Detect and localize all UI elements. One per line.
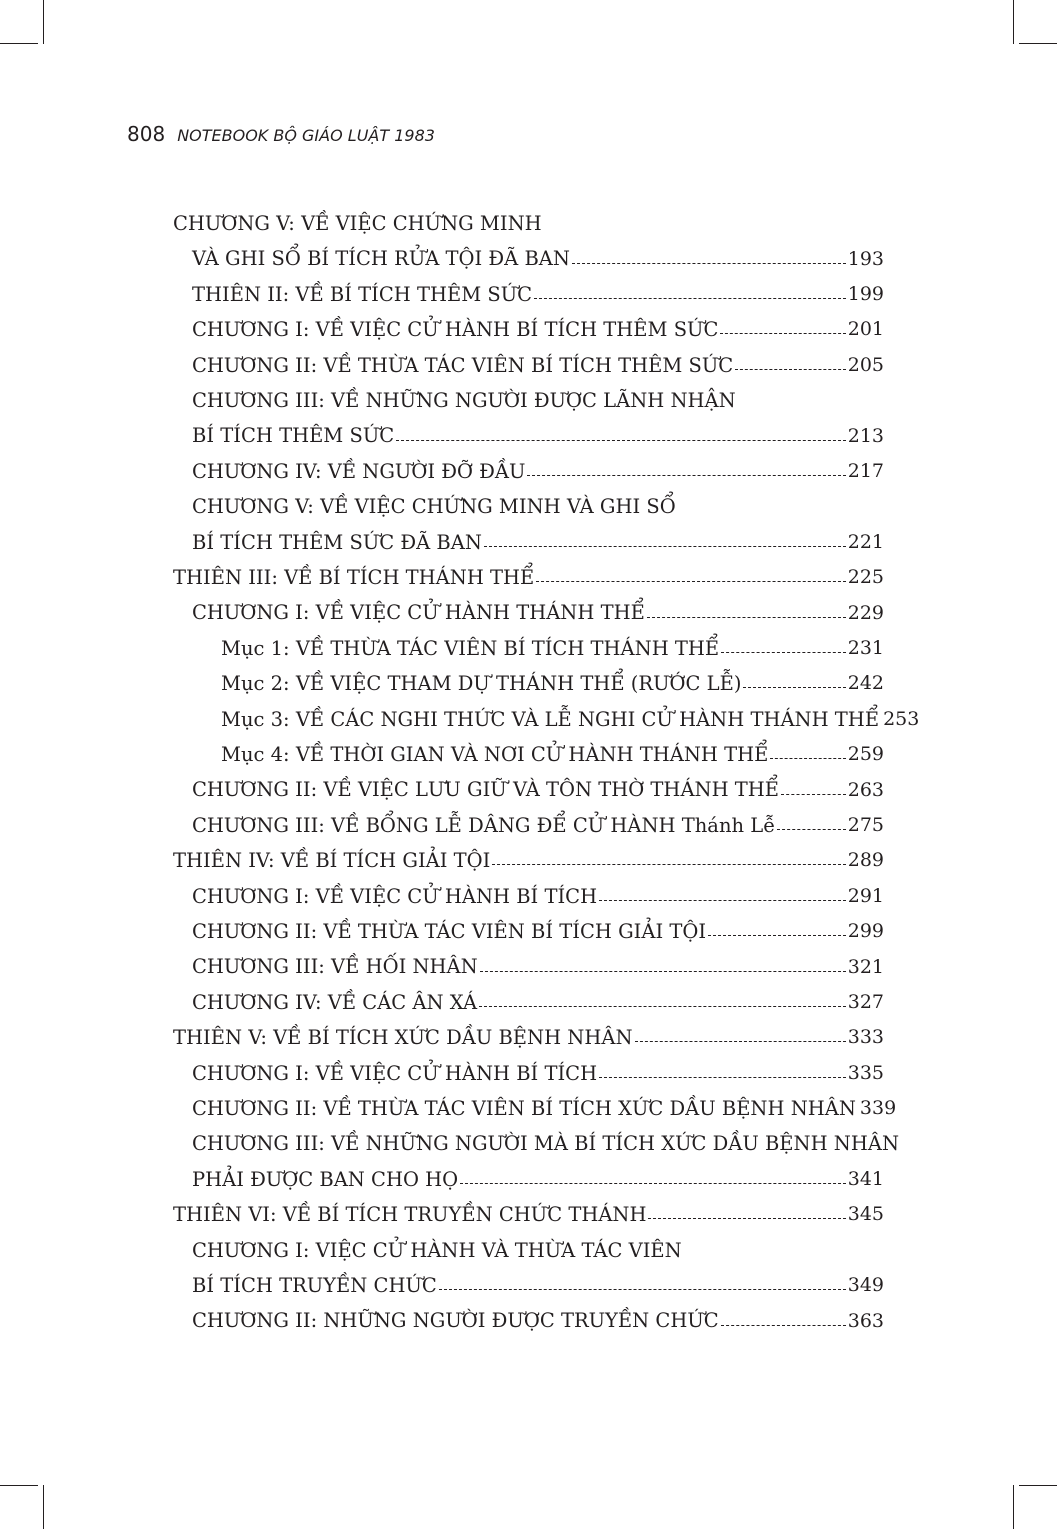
toc-entry[interactable] [192, 277, 884, 312]
dot-leader [484, 546, 846, 547]
crop-mark-bottom-right [1013, 1485, 1014, 1529]
toc-entry[interactable] [173, 560, 884, 595]
toc-entry-page: 193 [847, 247, 884, 270]
dot-leader [460, 1183, 846, 1184]
crop-mark-bottom-left [43, 1485, 44, 1529]
toc-entry-page: 291 [847, 884, 884, 907]
toc-entry[interactable] [192, 595, 884, 630]
dot-leader [777, 829, 846, 830]
crop-mark-top-left-h [0, 43, 38, 44]
toc-entry[interactable] [192, 914, 884, 949]
toc-entry-page: 213 [847, 424, 884, 447]
toc-entry-page: 225 [847, 566, 884, 589]
toc-entry-title: CHƯƠNG III: VỀ BỔNG LỄ DÂNG ĐỂ CỬ HÀNH Thánh Lễ [192, 813, 776, 837]
toc-entry-page: 229 [847, 601, 884, 624]
toc-entry-title: CHƯƠNG I: VỀ VIỆC CỬ HÀNH BÍ TÍCH [192, 884, 598, 908]
toc-entry[interactable] [192, 879, 884, 914]
dot-leader [770, 758, 845, 759]
toc-entry-title: CHƯƠNG V: VỀ VIỆC CHỨNG MINH VÀ GHI SỔ [192, 495, 676, 519]
toc-entry-title: VÀ GHI SỔ BÍ TÍCH RỬA TỘI ĐÃ BAN [192, 247, 570, 271]
toc-entry-title: CHƯƠNG III: VỀ HỐI NHÂN [192, 955, 478, 979]
crop-mark-top-right [1013, 0, 1014, 44]
toc-entry-page: 253 [883, 707, 920, 730]
toc-entry-title: THIÊN V: VỀ BÍ TÍCH XỨC DẦU BỆNH NHÂN [173, 1026, 633, 1050]
toc-entry[interactable] [192, 949, 884, 984]
toc-entry[interactable] [192, 985, 884, 1020]
toc-entry[interactable] [192, 383, 736, 418]
toc-entry-title: CHƯƠNG I: VIỆC CỬ HÀNH VÀ THỪA TÁC VIÊN [192, 1238, 682, 1262]
toc-entry-title: CHƯƠNG I: VỀ VIỆC CỬ HÀNH THÁNH THỂ [192, 601, 645, 625]
toc-entry-page: 263 [847, 778, 884, 801]
toc-entry-title: CHƯƠNG IV: VỀ NGƯỜI ĐỠ ĐẦU [192, 459, 526, 483]
toc-entry-title: CHƯƠNG III: VỀ NHỮNG NGƯỜI MÀ BÍ TÍCH XỨC DẦU BỆNH NHÂN [192, 1132, 900, 1156]
toc-entry-title: THIÊN III: VỀ BÍ TÍCH THÁNH THỂ [173, 565, 535, 589]
page-number: 808 [127, 122, 166, 146]
crop-mark-bottom-left-h [0, 1485, 38, 1486]
dot-leader [536, 581, 845, 582]
toc-entry[interactable] [221, 702, 920, 737]
toc-entry[interactable] [192, 312, 884, 347]
toc-entry-title: CHƯƠNG II: VỀ THỪA TÁC VIÊN BÍ TÍCH XỨC DẦU BỆNH NHÂN [192, 1096, 856, 1120]
dot-leader [648, 1218, 845, 1219]
toc-entry-page: 289 [847, 849, 884, 872]
crop-mark-top-left [43, 0, 44, 44]
toc-entry-title: Mục 3: VỀ CÁC NGHI THỨC VÀ LỄ NGHI CỬ HÀNH THÁNH THỂ [221, 707, 880, 731]
toc-entry[interactable] [221, 666, 884, 701]
dot-leader [492, 864, 845, 865]
dot-leader [599, 1077, 846, 1078]
toc-entry-title: Mục 4: VỀ THỜI GIAN VÀ NƠI CỬ HÀNH THÁNH THỂ [221, 742, 769, 766]
dot-leader [781, 794, 846, 795]
toc-entry[interactable] [192, 418, 884, 453]
toc-entry[interactable] [192, 241, 884, 276]
dot-leader [720, 333, 845, 334]
toc-entry[interactable] [192, 1233, 682, 1268]
toc-entry-page: 327 [847, 990, 884, 1013]
toc-entry[interactable] [192, 1126, 899, 1161]
toc-entry-title: THIÊN II: VỀ BÍ TÍCH THÊM SỨC [192, 282, 533, 306]
toc-entry-title: CHƯƠNG I: VỀ VIỆC CỬ HÀNH BÍ TÍCH [192, 1061, 598, 1085]
dot-leader [479, 1006, 846, 1007]
toc-entry-page: 345 [847, 1203, 884, 1226]
dot-leader [735, 369, 846, 370]
toc-entry-title: THIÊN IV: VỀ BÍ TÍCH GIẢI TỘI [173, 849, 491, 873]
dot-leader [527, 475, 845, 476]
toc-entry-title: CHƯƠNG II: VỀ VIỆC LƯU GIỮ VÀ TÔN THỜ THÁNH THỂ [192, 778, 780, 802]
toc-entry-title: Mục 1: VỀ THỪA TÁC VIÊN BÍ TÍCH THÁNH THỂ [221, 636, 720, 660]
dot-leader [635, 1041, 846, 1042]
toc-entry-title: THIÊN VI: VỀ BÍ TÍCH TRUYỀN CHỨC THÁNH [173, 1203, 647, 1227]
toc-entry-title: CHƯƠNG II: NHỮNG NGƯỜI ĐƯỢC TRUYỀN CHỨC [192, 1309, 719, 1333]
dot-leader [721, 652, 846, 653]
toc-entry[interactable] [192, 1056, 884, 1091]
toc-entry[interactable] [221, 737, 884, 772]
toc-entry[interactable] [192, 1162, 884, 1197]
toc-entry-page: 231 [847, 636, 884, 659]
toc-entry[interactable] [192, 1091, 897, 1126]
dot-leader [743, 687, 845, 688]
toc-entry-title: CHƯƠNG I: VỀ VIỆC CỬ HÀNH BÍ TÍCH THÊM SỨC [192, 318, 719, 342]
toc-entry[interactable] [192, 525, 884, 560]
toc-entry[interactable] [221, 631, 884, 666]
page-header [127, 122, 435, 146]
toc-entry-title: BÍ TÍCH TRUYỀN CHỨC [192, 1273, 437, 1297]
toc-entry-page: 275 [847, 813, 884, 836]
toc-entry-title: CHƯƠNG IV: VỀ CÁC ÂN XÁ [192, 990, 478, 1014]
toc-entry-page: 201 [847, 318, 884, 341]
toc-entry-page: 339 [859, 1097, 897, 1120]
toc-entry-page: 242 [847, 672, 884, 695]
toc-entry-page: 205 [847, 353, 884, 376]
toc-entry-page: 335 [847, 1061, 884, 1084]
toc-entry[interactable] [192, 808, 884, 843]
toc-entry[interactable] [192, 1303, 884, 1338]
toc-entry-page: 221 [847, 530, 884, 553]
toc-entry[interactable] [192, 454, 884, 489]
toc-entry-page: 299 [847, 920, 884, 943]
toc-entry-title: CHƯƠNG V: VỀ VIỆC CHỨNG MINH [173, 211, 542, 235]
dot-leader [480, 971, 846, 972]
dot-leader [708, 935, 846, 936]
toc-entry-title: CHƯƠNG II: VỀ THỪA TÁC VIÊN BÍ TÍCH GIẢI TỘI [192, 919, 707, 943]
dot-leader [572, 263, 846, 264]
toc-entry[interactable] [192, 489, 676, 524]
toc-entry-page: 349 [847, 1274, 884, 1297]
dot-leader [721, 1325, 846, 1326]
toc-entry-page: 199 [847, 282, 884, 305]
toc-entry-page: 363 [847, 1309, 884, 1332]
dot-leader [439, 1289, 846, 1290]
dot-leader [647, 617, 846, 618]
toc-entry-page: 259 [847, 743, 884, 766]
toc-entry-title: Mục 2: VỀ VIỆC THAM DỰ THÁNH THỂ (RƯỚC LỄ) [221, 672, 742, 696]
toc-entry[interactable] [173, 1197, 884, 1232]
toc-entry-page: 217 [847, 459, 884, 482]
toc-entry[interactable] [173, 206, 542, 241]
crop-mark-top-right-h [1019, 43, 1057, 44]
toc-entry-page: 321 [847, 955, 884, 978]
crop-mark-bottom-right-h [1019, 1485, 1057, 1486]
dot-leader [396, 440, 846, 441]
toc-entry[interactable] [173, 843, 884, 878]
running-title: NOTEBOOK BỘ GIÁO LUẬT 1983 [177, 126, 435, 145]
toc-entry-title: CHƯƠNG II: VỀ THỪA TÁC VIÊN BÍ TÍCH THÊM SỨC [192, 353, 734, 377]
toc-entry[interactable] [192, 348, 884, 383]
toc-entry-title: PHẢI ĐƯỢC BAN CHO HỌ [192, 1167, 459, 1191]
toc-entry-page: 341 [847, 1167, 884, 1190]
toc-entry-title: CHƯƠNG III: VỀ NHỮNG NGƯỜI ĐƯỢC LÃNH NHẬN [192, 388, 736, 412]
dot-leader [534, 298, 846, 299]
toc-entry[interactable] [173, 1020, 884, 1055]
dot-leader [599, 900, 846, 901]
toc-entry-page: 333 [847, 1026, 884, 1049]
toc-entry[interactable] [192, 772, 884, 807]
toc-entry-title: BÍ TÍCH THÊM SỨC ĐÃ BAN [192, 530, 482, 554]
toc-entry[interactable] [192, 1268, 884, 1303]
toc-entry-title: BÍ TÍCH THÊM SỨC [192, 424, 395, 448]
